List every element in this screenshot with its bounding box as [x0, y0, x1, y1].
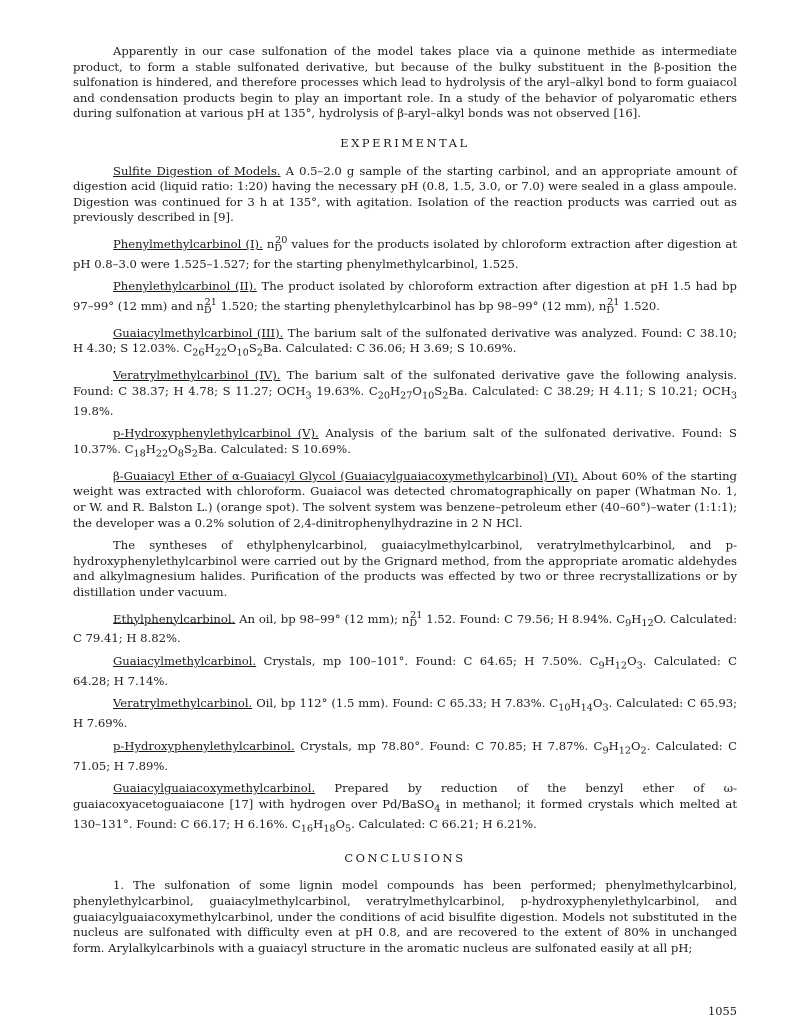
formula-text: O — [631, 738, 641, 753]
paragraph-veratrylmethylcarbinol-iv — [73, 368, 737, 419]
paragraph-text: values for the products isolated by chloroform extraction after digestion at pH 0.8–3.0 were 1.525–1.527; for the starting phenylmethylcarbinol, 1.525. — [73, 236, 738, 271]
subscript: 3 — [636, 660, 643, 672]
superscript: 21 — [204, 296, 217, 308]
subscript: D — [606, 305, 615, 317]
formula-text: S — [248, 341, 257, 356]
subscript: 20 — [377, 390, 390, 402]
paragraph-veratrylmethylcarbinol — [73, 696, 737, 732]
article-page — [73, 44, 737, 956]
subscript: 9 — [598, 660, 605, 672]
paragraph-guaiacylmethylcarbinol — [73, 654, 737, 690]
paragraph-sulfite-digestion — [73, 164, 737, 226]
formula-text: S — [183, 441, 192, 456]
formula-text: H — [204, 341, 215, 356]
paragraph-text: 1.520. — [619, 298, 660, 313]
subscript: 12 — [618, 745, 632, 757]
paragraph-guaiacylmethylcarbinol-iii — [73, 326, 737, 362]
paragraph-text: n — [262, 236, 275, 251]
subscript: 16 — [300, 823, 314, 835]
subscript: 12 — [641, 617, 654, 629]
experimental-heading: EXPERIMENTAL — [340, 135, 470, 150]
subscript: 9 — [602, 745, 609, 757]
paragraph-syntheses: The syntheses of ethylphenylcarbinol, guaiacylmethylcarbinol, veratrylmethylcarbinol, and p-hydroxyphenylethylcarbinol were carried out by the Grignard method, from the appropriate aromatic aldehydes and alkylmagnesium halides. Purification of the products was effected by two or three recrystallizations or by distillation under vacuum. — [73, 538, 737, 599]
formula-text: O — [592, 696, 603, 711]
run-in-heading: Phenylethylcarbinol (II). — [113, 279, 257, 294]
subscript: 2 — [191, 448, 198, 460]
formula-text: H — [604, 653, 615, 668]
subscript: 2 — [640, 745, 647, 757]
formula-text: H — [390, 383, 401, 398]
paragraph-text: The barium salt of the sulfonated derivative was analyzed. Found: C 38.10; H 4.30; S 12.03%. C — [73, 325, 738, 356]
subscript: 3 — [305, 390, 312, 402]
paragraph-text: . Calculated: C 71.05; H 7.89%. — [73, 738, 737, 773]
subscript: 3 — [730, 390, 738, 402]
paragraph-ethylphenylcarbinol — [73, 608, 737, 647]
formula-text: O — [412, 383, 422, 398]
paragraph-text: Crystals, mp 78.80°. Found: C 70.85; H 7.87%. C — [294, 738, 603, 753]
paragraph-phenylmethylcarbinol — [73, 233, 737, 272]
paragraph-phenylethylcarbinol — [73, 279, 737, 318]
run-in-heading: Sulfite Digestion of Models. — [113, 163, 281, 178]
subscript: 26 — [192, 347, 205, 359]
run-in-heading: Guaiacylmethylcarbinol. — [113, 653, 257, 668]
subscript: 2 — [256, 347, 263, 359]
formula-text: O — [627, 653, 637, 668]
superscript: 21 — [607, 296, 620, 308]
subscript: D — [274, 243, 283, 255]
subscript: 18 — [323, 823, 336, 835]
formula-text: H — [313, 816, 324, 831]
superscript: 20 — [275, 234, 288, 246]
subscript: 4 — [434, 803, 441, 815]
subscript: 10 — [558, 702, 571, 714]
subscript: 10 — [236, 347, 249, 359]
subscript: D — [203, 305, 212, 317]
subscript: 12 — [614, 660, 628, 672]
paragraph-text: . Calculated: C 66.21; H 6.21%. — [351, 816, 537, 831]
run-in-heading: p-Hydroxyphenylethylcarbinol (V). — [113, 426, 319, 441]
superscript: 21 — [410, 609, 423, 621]
conclusion-item: 1. The sulfonation of some lignin model compounds has been performed; phenylmethylcarbinol, phenylethylcarbinol, guaiacylmethylcarbinol, veratrylmethylcarbinol, p-hydroxyphenylethylcarbinol, and guaiacylguaiacoxymethylcarbinol, under the conditions of acid bisulfite digestion. Models not substituted in the nucleus are sulfonated with difficulty even at pH 0.8, and are recovered to the extent of 80% in unchanged form. Arylalkylcarbinols with a guaiacyl structure in the aromatic nucleus are sulfonated easily at all pH; — [73, 878, 737, 955]
formula-text: H — [570, 696, 581, 711]
formula-text: H — [145, 441, 156, 456]
paragraph-text: Ba. Calculated: S 10.69%. — [197, 441, 351, 456]
run-in-heading: β-Guaiacyl Ether of α-Guaiacyl Glycol (Guaiacylguaiacoxymethylcarbinol) (VI). — [113, 468, 578, 483]
formula-text: S — [434, 383, 443, 398]
paragraph-text: Ba. Calculated: C 36.06; H 3.69; S 10.69%. — [262, 341, 517, 356]
paragraph-text: 19.8%. — [73, 403, 114, 418]
subscript: 2 — [442, 390, 449, 402]
run-in-heading: Guaiacylguaiacoxymethylcarbinol. — [113, 781, 316, 796]
run-in-heading: Ethylphenylcarbinol. — [113, 611, 236, 626]
run-in-heading: Guaiacylmethylcarbinol (III). — [113, 325, 284, 340]
subscript: 3 — [602, 702, 609, 714]
subscript: 22 — [214, 347, 227, 359]
paragraph-text: 1.520; the starting phenylethylcarbinol has bp 98–99° (12 mm), n — [216, 298, 607, 313]
paragraph-guaiacylguaiacoxymethylcarbinol — [73, 781, 737, 836]
paragraph-hydroxyphenylethylcarbinol — [73, 739, 737, 775]
subscript: 22 — [155, 448, 169, 460]
formula-text: O — [227, 341, 237, 356]
paragraph-text: About 60% of the starting weight was extracted with chloroform. Guaiacol was detected chromatographically on paper (Whatman No. 1, or W. and R. Balston L.) (orange spot). The solvent system was benzene–petroleum ether (40–60°)–water (1:1:1); the developer was a 0.2% solution of 2,4-dinitrophenylhydrazine in 2 N HCl. — [73, 468, 737, 530]
paragraph-hydroxyphenylethylcarbinol-v — [73, 426, 737, 462]
subscript: D — [409, 617, 418, 629]
subscript: 14 — [580, 702, 593, 714]
run-in-heading: Veratrylmethylcarbinol (IV). — [113, 368, 281, 383]
subscript: 18 — [133, 448, 146, 460]
formula-text: H — [631, 611, 642, 626]
paragraph-text: Prepared by reduction of the benzyl ether of ω-guaiacoxyacetoguaiacone [17] with hydrogen over Pd/BaSO — [73, 781, 737, 811]
formula-text: O — [335, 816, 345, 831]
paragraph-text: O. Calculated: C 79.41; H 8.82%. — [73, 611, 737, 646]
paragraph-guaiacyl-ether-vi — [73, 469, 737, 531]
run-in-heading: Veratrylmethylcarbinol. — [113, 696, 253, 711]
paragraph-text: in methanol; it formed crystals which melted at 130–131°. Found: C 66.17; H 6.16%. C — [73, 796, 738, 831]
intro-paragraph: Apparently in our case sulfonation of the model takes place via a quinone methide as intermediate product, to form a stable sulfonated derivative, but because of the bulky substituent in the β-position the sulfonation is hindered, and therefore processes which lead to hydrolysis of the aryl–alkyl bond to form guaiacol and condensation products begin to play an important role. In a study of the behavior of polyaromatic ethers during sulfonation at various pH at 135°, hydrolysis of β-aryl–alkyl bonds was not observed [16]. — [73, 44, 737, 121]
paragraph-text: Analysis of the barium salt of the sulfonated derivative. Found: S 10.37%. C — [73, 426, 737, 456]
subscript: 5 — [345, 823, 352, 835]
paragraph-text: The barium salt of the sulfonated derivative gave the following analysis. Found: C 38.37; H 4.78; S 11.27; OCH — [73, 368, 737, 398]
paragraph-text: Ba. Calculated: C 38.29; H 4.11; S 10.21; OCH — [448, 383, 731, 398]
paragraph-text: 1.52. Found: C 79.56; H 8.94%. C — [422, 611, 626, 626]
paragraph-text: . Calculated: C 65.93; H 7.69%. — [73, 696, 737, 731]
paragraph-text: Crystals, mp 100–101°. Found: C 64.65; H 7.50%. C — [256, 653, 599, 668]
subscript: 10 — [421, 390, 435, 402]
run-in-heading: p-Hydroxyphenylethylcarbinol. — [113, 738, 295, 753]
paragraph-text: Oil, bp 112° (1.5 mm). Found: C 65.33; H 7.83%. C — [252, 696, 559, 711]
subscript: 27 — [400, 390, 413, 402]
conclusions-heading: CONCLUSIONS — [344, 850, 466, 865]
paragraph-text: . Calculated: C 64.28; H 7.14%. — [73, 653, 737, 688]
paragraph-text: An oil, bp 98–99° (12 mm); n — [235, 611, 410, 626]
page-number: 1055 — [708, 1004, 737, 1019]
paragraph-text: A 0.5–2.0 g sample of the starting carbinol, and an appropriate amount of digestion acid (liquid ratio: 1:20) having the necessary pH (0.8, 1.5, 3.0, or 7.0) were sealed in a glass ampoule. Digestion was continued for 3 h at 135°, with agitation. Isolation of the reaction products was carried out as previously described in [9]. — [73, 163, 737, 225]
paragraph-text: 19.63%. C — [311, 383, 378, 398]
subscript: 8 — [177, 448, 184, 460]
run-in-heading: Phenylmethylcarbinol (I). — [113, 236, 263, 251]
formula-text: H — [608, 738, 619, 753]
subscript: 9 — [625, 617, 632, 629]
formula-text: O — [168, 441, 178, 456]
paragraph-text: The product isolated by chloroform extraction after digestion at pH 1.5 had bp 97–99° (12 mm) and n — [73, 279, 737, 313]
